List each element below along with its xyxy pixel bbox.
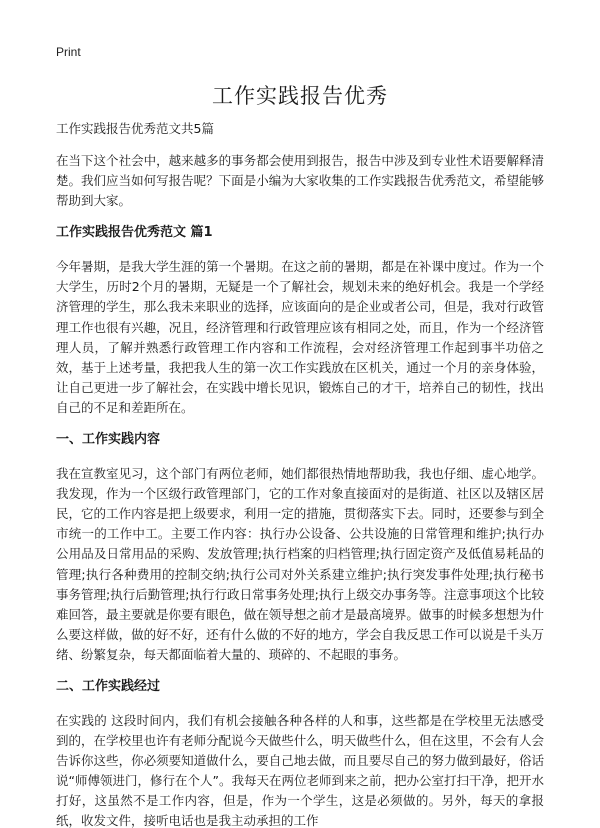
page-title: 工作实践报告优秀 <box>212 84 388 108</box>
section-paragraph: 今年暑期，是我大学生涯的第一个暑期。在这之前的暑期，都是在补课中度过。作为一个大学生，历时2个月的暑期，无疑是一个了解社会，规划未来的绝好机会。我是一个学经济管理的学生，那么我未来职业的选择，应该面向的是企业或者公司，但是，我对行政管理工作也很有兴趣，况且，经济管理和行政管理应该有相同之处，而且，作为一个经济管理人员，了解并熟悉行政管理工作内容和工作流程，会对经济管理工作起到事半功倍之效，基于上述考量，我把我人生的第一次工作实践放在区机关，通过一个月的亲身体验，让自己更进一步了解社会，在实践中增长见识，锻炼自己的才干，培养自己的韧性，找出自己的不足和差距所在。 <box>56 259 544 415</box>
section-heading: 二、工作实践经过 <box>56 678 161 694</box>
section-paragraph: 在实践的 这段时间内，我们有机会接触各种各样的人和事，这些都是在学校里无法感受到的，在学校里也许有老师分配说今天做些什么，明天做些什么，但在这里，不会有人会告诉你这些，你必须要知道做什么，要自己地去做，而且要尽自己的努力做到最好，俗话说“师傅领进门，修行在个人”。我每天在两位老师到来之前，把办公室打扫干净，把开水打好，这虽然不是工作内容，但是，作为一个学生，这是必须做的。另外，每天的拿报纸，收发文件，接听电话也是我主动承担的工作 <box>56 712 544 828</box>
section-heading: 一、工作实践内容 <box>56 432 161 448</box>
intro-paragraph: 在当下这个社会中，越来越多的事务都会使用到报告，报告中涉及到专业性术语要解释清楚。我们应当如何写报告呢？下面是小编为大家收集的工作实践报告优秀范文，希望能够帮助到大家。 <box>56 153 544 209</box>
document-subtitle: 工作实践报告优秀范文共5篇 <box>56 121 214 136</box>
section-paragraph: 我在宣教室见习，这个部门有两位老师，她们都很热情地帮助我，我也仔细、虚心地学。我发现，作为一个区级行政管理部门，它的工作对象直接面对的是街道、社区以及辖区居民，它的工作内容是把上级要求，利用一定的措施，贯彻落实下去。同时，还要参与到全市统一的工作中工。主要工作内容：执行办公设备、公共设施的日常管理和维护;执行办公用品及日常用品的采购、发放管理;执行档案的归档管理;执行固定资产及低值易耗品的管理;执行各种费用的控制交纳;执行公司对外关系建立维护;执行突发事件处理;执行秘书事务管理;执行后勤管理;执行行政日常事务处理;执行上级交办事务等。注意事项这个比较难回答，最主要就是你要有眼色，做在领导想之前才是最高境界。做事的时候多想想为什么要这样做，做的好不好，还有什么做的不好的地方，学会自我反思工作可以说是千头万绪、纷繁复杂，每天都面临着大量的、琐碎的、不起眼的事务。 <box>56 466 544 662</box>
print-link[interactable]: Print <box>56 45 81 59</box>
section-heading: 工作实践报告优秀范文 篇1 <box>56 225 213 241</box>
document-body <box>56 119 544 828</box>
